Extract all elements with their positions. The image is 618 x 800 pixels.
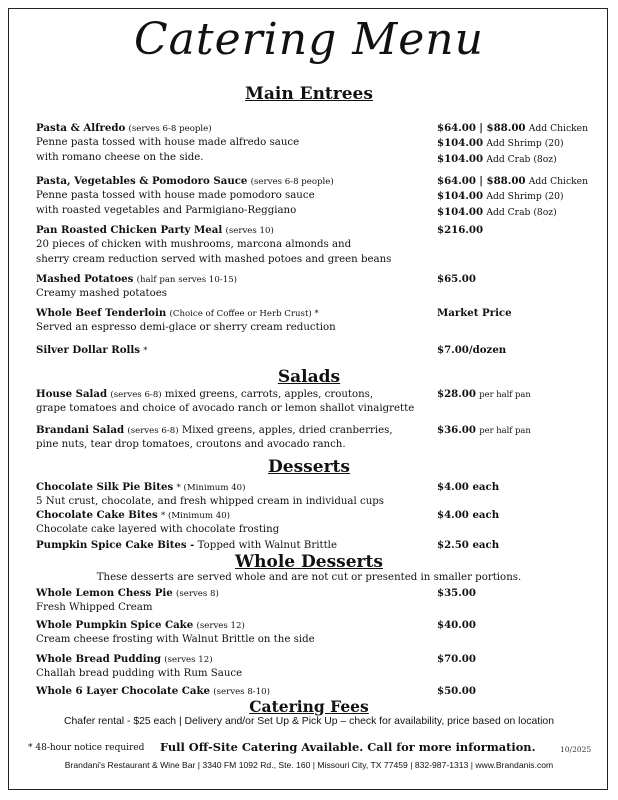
menu-item — [36, 423, 426, 453]
menu-item — [36, 174, 426, 218]
item-note: * — [143, 346, 148, 356]
item-desc: Cream cheese frosting with Walnut Brittle on the side — [36, 634, 315, 646]
price-option: Add Shrimp (20) — [486, 138, 564, 150]
item-desc: Mixed greens, apples, dried cranberries, — [181, 425, 393, 436]
item-name: Chocolate Cake Bites — [36, 509, 158, 521]
menu-item — [36, 618, 426, 648]
item-desc: sherry cream reduction served with mashed potoes and green beans — [36, 253, 392, 265]
item-price-block — [437, 121, 612, 167]
price: $7.00/dozen — [437, 344, 507, 356]
price: | $88.00 — [479, 175, 526, 187]
item-name: Silver Dollar Rolls — [36, 344, 141, 356]
menu-item — [36, 306, 426, 336]
price: $216.00 — [437, 224, 484, 236]
item-price-block — [437, 306, 612, 321]
price: $104.00 — [437, 190, 484, 203]
item-note: (serves 8) — [176, 589, 219, 599]
item-note: * (Minimum 40) — [176, 483, 246, 493]
price: $4.00 each — [437, 509, 500, 521]
item-note: (serves 6-8) — [110, 390, 162, 400]
price: $64.00 — [437, 175, 476, 187]
item-name: Whole Pumpkin Spice Cake — [36, 619, 194, 631]
item-desc: pine nuts, tear drop tomatoes, croutons and avocado ranch. — [36, 439, 346, 451]
menu-item — [36, 586, 426, 616]
price: $64.00 — [437, 122, 476, 134]
item-desc: 5 Nut crust, chocolate, and fresh whipped cream in individual cups — [36, 496, 385, 508]
item-desc: 20 pieces of chicken with mushrooms, marcona almonds and — [36, 239, 352, 251]
item-price-block — [437, 508, 612, 523]
item-price-block — [437, 343, 612, 358]
item-note: (serves 12) — [164, 655, 213, 665]
item-price-block — [437, 223, 612, 238]
item-price-block — [437, 538, 612, 553]
item-price-block — [437, 652, 612, 667]
item-note: (Choice of Coffee or Herb Crust) * — [169, 309, 319, 319]
item-note: (serves 6-8 people) — [250, 177, 334, 187]
page-title: Catering Menu — [134, 14, 484, 65]
item-price-block — [437, 423, 612, 438]
footnote: * 48-hour notice required — [28, 743, 145, 753]
item-desc: Creamy mashed potatoes — [36, 288, 168, 300]
item-name: Whole Lemon Chess Pie — [36, 587, 173, 599]
price-option: Add Chicken — [528, 123, 589, 134]
item-price-block — [437, 586, 612, 601]
item-price-block — [437, 174, 612, 220]
item-note: (serves 10) — [225, 226, 274, 236]
item-name: Pan Roasted Chicken Party Meal — [36, 224, 223, 236]
whole-desserts-note: These desserts are served whole and are not cut or presented in smaller portions. — [96, 572, 522, 583]
item-name: Whole 6 Layer Chocolate Cake — [36, 685, 211, 697]
price: | $88.00 — [479, 122, 526, 134]
price: $28.00 — [437, 388, 476, 400]
menu-item — [36, 387, 426, 417]
footer-contact: Brandani's Restaurant & Wine Bar | 3340 FM 1092 Rd., Ste. 160 | Missouri City, TX 77459 | 832-987-1313 | www.Brandanis.com — [64, 760, 554, 770]
item-price-block — [437, 480, 612, 495]
price-unit: per half pan — [479, 389, 531, 399]
section-whole-desserts: Whole Desserts — [235, 552, 383, 572]
item-name: Pasta & Alfredo — [36, 122, 126, 134]
menu-item — [36, 508, 426, 538]
price-option: Add Shrimp (20) — [486, 191, 564, 203]
item-note: (serves 6-8) — [127, 426, 179, 436]
item-price-block — [437, 387, 612, 402]
item-desc: with roasted vegetables and Parmigiano-Reggiano — [36, 204, 297, 216]
item-price-block — [437, 272, 612, 287]
section-salads: Salads — [277, 367, 341, 387]
price: $104.00 — [437, 205, 484, 218]
item-desc: Penne pasta tossed with house made alfredo sauce — [36, 137, 300, 149]
price: $40.00 — [437, 619, 476, 631]
item-desc: Penne pasta tossed with house made pomodoro sauce — [36, 190, 315, 202]
item-note: * (Minimum 40) — [160, 511, 231, 521]
fees-text: Chafer rental - $25 each | Delivery and/or Set Up & Pick Up – check for availability, price based on location — [64, 716, 554, 727]
item-desc: Challah bread pudding with Rum Sauce — [36, 668, 243, 680]
price: $65.00 — [437, 273, 476, 285]
price: $2.50 each — [437, 539, 500, 551]
price: $36.00 — [437, 424, 476, 436]
menu-item — [36, 121, 426, 165]
item-note: (serves 6-8 people) — [128, 124, 212, 134]
item-name: Mashed Potatoes — [36, 273, 134, 285]
item-name: Whole Beef Tenderloin — [36, 307, 167, 319]
item-name: House Salad — [36, 388, 108, 400]
price: $50.00 — [437, 685, 476, 697]
menu-item — [36, 480, 426, 510]
item-desc: grape tomatoes and choice of avocado ranch or lemon shallot vinaigrette — [36, 403, 415, 415]
item-name: Brandani Salad — [36, 424, 125, 436]
item-name: Pumpkin Spice Cake Bites - — [36, 539, 195, 551]
item-price-block — [437, 618, 612, 633]
item-desc: Served an espresso demi-glace or sherry cream reduction — [36, 322, 336, 334]
item-note: (serves 12) — [196, 621, 245, 631]
price: Market Price — [437, 307, 512, 319]
offsite-note: Full Off-Site Catering Available. Call for more information. — [160, 740, 536, 754]
item-name: Pasta, Vegetables & Pomodoro Sauce — [36, 175, 248, 187]
menu-item — [36, 272, 426, 302]
menu-item — [36, 538, 426, 553]
price-unit: per half pan — [479, 425, 531, 435]
item-desc: Chocolate cake layered with chocolate frosting — [36, 524, 280, 536]
section-desserts: Desserts — [268, 457, 350, 477]
price: $104.00 — [437, 152, 484, 165]
menu-item — [36, 652, 426, 682]
menu-item — [36, 343, 426, 358]
item-desc: Fresh Whipped Cream — [36, 602, 153, 614]
price-option: Add Crab (8oz) — [486, 153, 557, 165]
item-note: (half pan serves 10-15) — [136, 275, 238, 285]
item-desc: with romano cheese on the side. — [36, 151, 204, 163]
price: $70.00 — [437, 653, 476, 665]
date-code: 10/2025 — [560, 745, 592, 754]
price: $104.00 — [437, 137, 484, 150]
price: $35.00 — [437, 587, 476, 599]
price-option: Add Chicken — [528, 176, 589, 187]
item-name: Chocolate Silk Pie Bites — [36, 481, 174, 493]
item-note: (serves 8-10) — [213, 687, 270, 697]
price-option: Add Crab (8oz) — [486, 206, 557, 218]
menu-item — [36, 223, 426, 267]
item-desc: Topped with Walnut Brittle — [197, 540, 337, 551]
item-desc: mixed greens, carrots, apples, croutons, — [164, 389, 374, 400]
section-main-entrees: Main Entrees — [245, 84, 373, 104]
section-catering-fees: Catering Fees — [249, 697, 369, 716]
item-name: Whole Bread Pudding — [36, 653, 161, 665]
price: $4.00 each — [437, 481, 500, 493]
